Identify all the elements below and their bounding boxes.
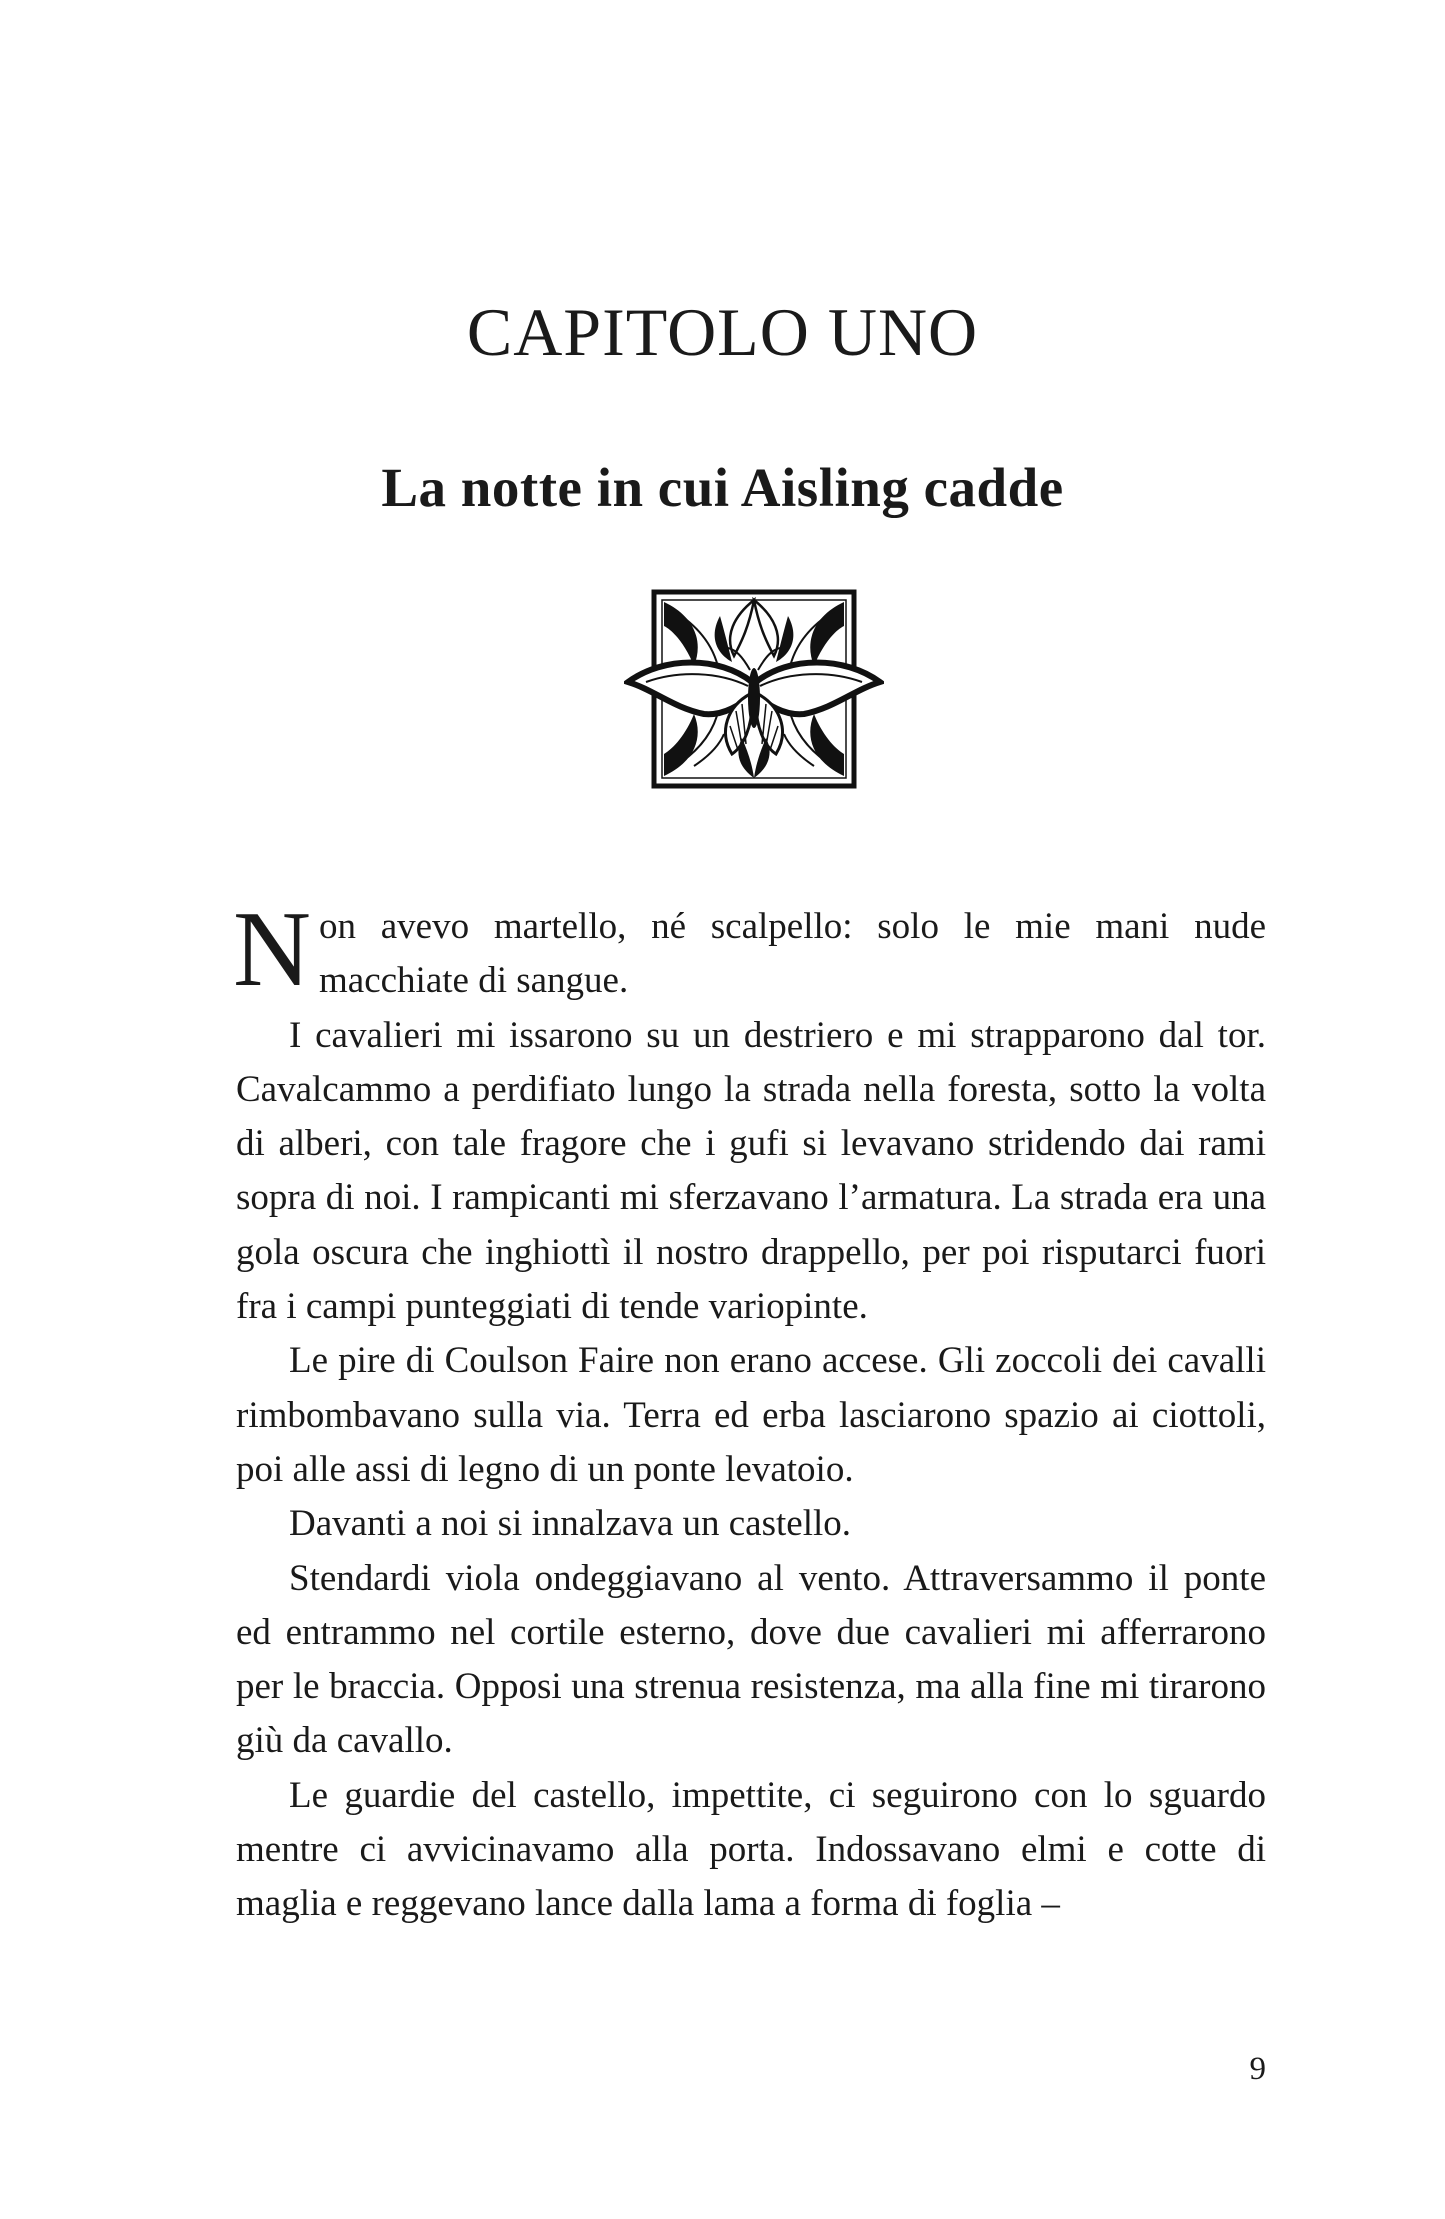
paragraph: Le pire di Coulson Faire non erano accese. Gli zoccoli dei cavalli rimbombavano sulla via. Terra ed erba lasciarono spazio ai ciottoli, poi alle assi di legno di un ponte levatoio. (236, 1340, 1266, 1490)
drop-cap: N (233, 890, 311, 1009)
chapter-number: CAPITOLO UNO (466, 293, 979, 370)
paragraph: Stendardi viola ondeggiavano al vento. Attraversammo il ponte ed entrammo nel cortile esterno, dove due cavalieri mi afferrarono per le braccia. Opposi una strenua resistenza, ma alla fine mi tirarono giù da cavallo. (236, 1557, 1266, 1762)
paragraph: I cavalieri mi issarono su un destriero e mi strapparono dal tor. Cavalcammo a perdifiato lungo la strada nella foresta, sotto la volta di alberi, con tale fragore che i gufi si levavano stridendo dai rami sopra di noi. I rampicanti mi sferzavano l’armatura. La strada era una gola oscura che inghiottì il nostro drappello, per poi risputarci fuori fra i campi punteggiati di tende variopinte. (236, 1014, 1266, 1328)
moth-ornament-icon (624, 586, 884, 792)
chapter-body (233, 890, 1266, 1932)
paragraph-text: on avevo martello, né scalpello: solo le mie mani nude macchiate di sangue. (319, 906, 1266, 1002)
paragraph-opening (233, 890, 1266, 1009)
chapter-title: La notte in cui Aisling cadde (381, 456, 1064, 518)
paragraph: Le guardie del castello, impettite, ci seguirono con lo sguardo mentre ci avvicinavamo alla porta. Indossavano elmi e cotte di maglia e reggevano lance dalla lama a forma di foglia – (236, 1774, 1266, 1925)
paragraph: Davanti a noi si innalzava un castello. (289, 1503, 852, 1545)
page-number: 9 (1249, 2051, 1266, 2087)
